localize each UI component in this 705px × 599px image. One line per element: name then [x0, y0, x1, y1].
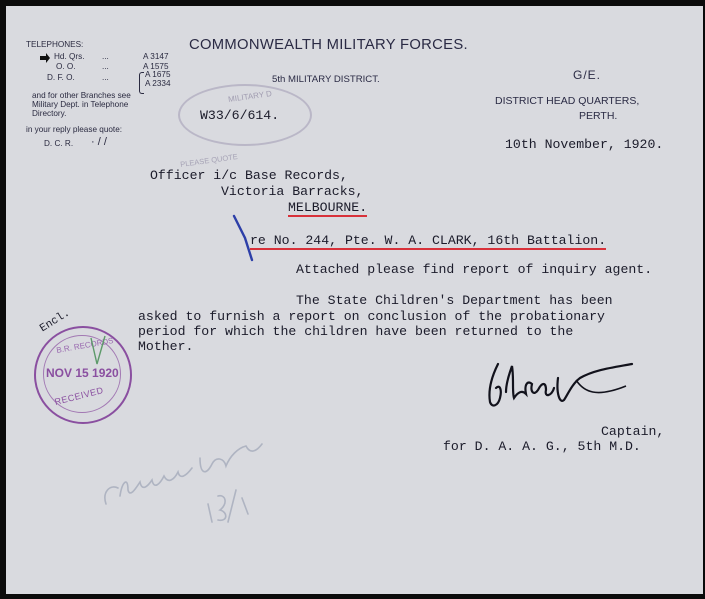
reference-code: G/E.	[573, 68, 602, 82]
handwritten-signature	[476, 358, 636, 428]
signatory-for-line: for D. A. A. G., 5th M.D.	[443, 439, 641, 454]
branches-note-3: Directory.	[32, 109, 67, 118]
dcr-marks: · / /	[91, 136, 107, 148]
hand-pointer-icon	[40, 53, 50, 63]
city-label: PERTH.	[579, 110, 618, 122]
phone-dots-dfo: ...	[102, 73, 109, 82]
phone-dots-oo: ...	[102, 62, 109, 71]
enclosure-label: Encl.	[38, 307, 73, 336]
phone-number-oo: A 1575	[143, 62, 169, 71]
body-paragraph-1: Attached please find report of inquiry agent.	[296, 262, 653, 277]
signatory-rank: Captain,	[601, 424, 665, 439]
phone-line-dfo: D. F. O.	[47, 73, 75, 82]
faded-stamp-text-2: PLEASE QUOTE	[179, 152, 239, 169]
faded-stamp-text: MILITARY D	[227, 88, 273, 105]
phone-dots-hq: ...	[102, 52, 109, 61]
phone-number-dfo-1: A 1675	[145, 70, 171, 79]
phone-number-hq: A 3147	[143, 52, 169, 61]
letter-date: 10th November, 1920.	[505, 137, 664, 152]
faded-pencil-annotation	[96, 426, 286, 526]
body-paragraph-2-line-1: The State Children's Department has been	[296, 293, 613, 308]
received-stamp-date: NOV 15 1920	[46, 366, 119, 380]
addressee-line-1: Officer i/c Base Records,	[150, 168, 348, 183]
letterhead-title: COMMONWEALTH MILITARY FORCES.	[189, 37, 468, 53]
subject-line: re No. 244, Pte. W. A. CLARK, 16th Battalion.	[250, 233, 607, 248]
reply-quote-label: in your reply please quote:	[26, 125, 123, 134]
phone-brace	[139, 72, 144, 94]
branches-note-1: and for other Branches see	[32, 91, 131, 100]
body-paragraph-2-line-4: Mother.	[138, 339, 194, 354]
file-reference: W33/6/614.	[200, 108, 280, 123]
addressee-line-3: MELBOURNE.	[288, 200, 368, 215]
stamp-green-tick	[89, 334, 109, 368]
body-paragraph-2-line-2: asked to furnish a report on conclusion of the probationary	[138, 309, 605, 324]
phone-number-dfo-2: A 2334	[145, 79, 171, 88]
head-quarters-label: DISTRICT HEAD QUARTERS,	[495, 95, 640, 107]
telephones-label: TELEPHONES:	[26, 40, 84, 49]
branches-note-2: Military Dept. in Telephone	[32, 100, 129, 109]
received-stamp	[34, 326, 132, 424]
district-label: 5th MILITARY DISTRICT.	[272, 74, 380, 85]
dcr-label: D. C. R.	[44, 139, 74, 148]
phone-line-hq: Hd. Qrs.	[54, 52, 85, 61]
letter-sheet	[6, 6, 703, 594]
addressee-line-2: Victoria Barracks,	[221, 184, 364, 199]
phone-line-oo: O. O.	[56, 62, 76, 71]
body-paragraph-2-line-3: period for which the children have been returned to the	[138, 324, 574, 339]
received-stamp-bottom-text: RECEIVED	[53, 385, 105, 407]
received-stamp-top-text: B.R. RECORDS	[55, 336, 115, 355]
